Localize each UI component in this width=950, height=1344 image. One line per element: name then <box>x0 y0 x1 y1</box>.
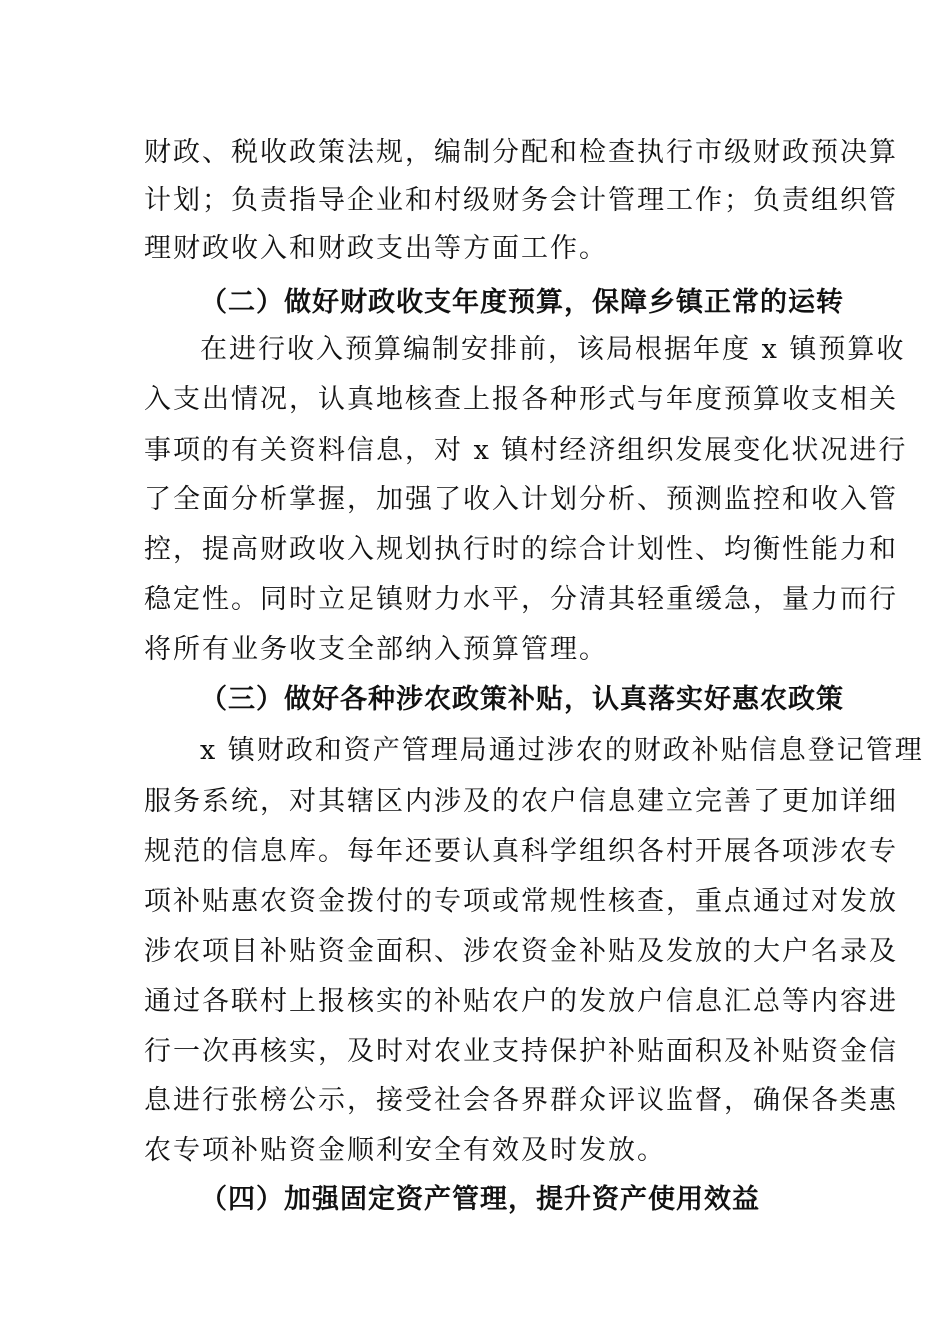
body-text-line: 稳定性。同时立足镇财力水平，分清其轻重缓急，量力而行 <box>144 584 898 615</box>
body-text-line: 将所有业务收支全部纳入预算管理。 <box>144 634 608 665</box>
body-text-line: 通过各联村上报核实的补贴农户的发放户信息汇总等内容进 <box>144 986 898 1017</box>
body-text-line: 项补贴惠农资金拨付的专项或常规性核查，重点通过对发放 <box>144 886 898 917</box>
body-text-line: 规范的信息库。每年还要认真科学组织各村开展各项涉农专 <box>144 836 898 867</box>
body-text-line: 服务系统，对其辖区内涉及的农户信息建立完善了更加详细 <box>144 786 898 817</box>
body-text-line: 息进行张榜公示，接受社会各界群众评议监督，确保各类惠 <box>144 1085 898 1116</box>
body-text-line: 财政、税收政策法规，编制分配和检查执行市级财政预决算 <box>144 137 898 168</box>
body-text-line: 农专项补贴资金顺利安全有效及时发放。 <box>144 1135 666 1166</box>
body-text-line: 控，提高财政收入规划执行时的综合计划性、均衡性能力和 <box>144 534 898 565</box>
body-text-line: 理财政收入和财政支出等方面工作。 <box>144 233 608 264</box>
body-text-line: 涉农项目补贴资金面积、涉农资金补贴及发放的大户名录及 <box>144 936 898 967</box>
section-heading-3: （三）做好各种涉农政策补贴，认真落实好惠农政策 <box>200 684 844 715</box>
body-text-line: 行一次再核实，及时对农业支持保护补贴面积及补贴资金信 <box>144 1036 898 1067</box>
section-heading-2: （二）做好财政收支年度预算，保障乡镇正常的运转 <box>200 287 844 318</box>
body-text-line: 入支出情况，认真地核查上报各种形式与年度预算收支相关 <box>144 384 898 415</box>
body-text-line: 了全面分析掌握，加强了收入计划分析、预测监控和收入管 <box>144 484 898 515</box>
section-heading-4: （四）加强固定资产管理，提升资产使用效益 <box>200 1184 760 1215</box>
body-text-line: x 镇财政和资产管理局通过涉农的财政补贴信息登记管理 <box>200 735 924 766</box>
body-text-line: 事项的有关资料信息，对 x 镇村经济组织发展变化状况进行 <box>144 435 908 466</box>
body-text-line: 在进行收入预算编制安排前，该局根据年度 x 镇预算收 <box>200 334 906 365</box>
body-text-line: 计划；负责指导企业和村级财务会计管理工作；负责组织管 <box>144 185 898 216</box>
